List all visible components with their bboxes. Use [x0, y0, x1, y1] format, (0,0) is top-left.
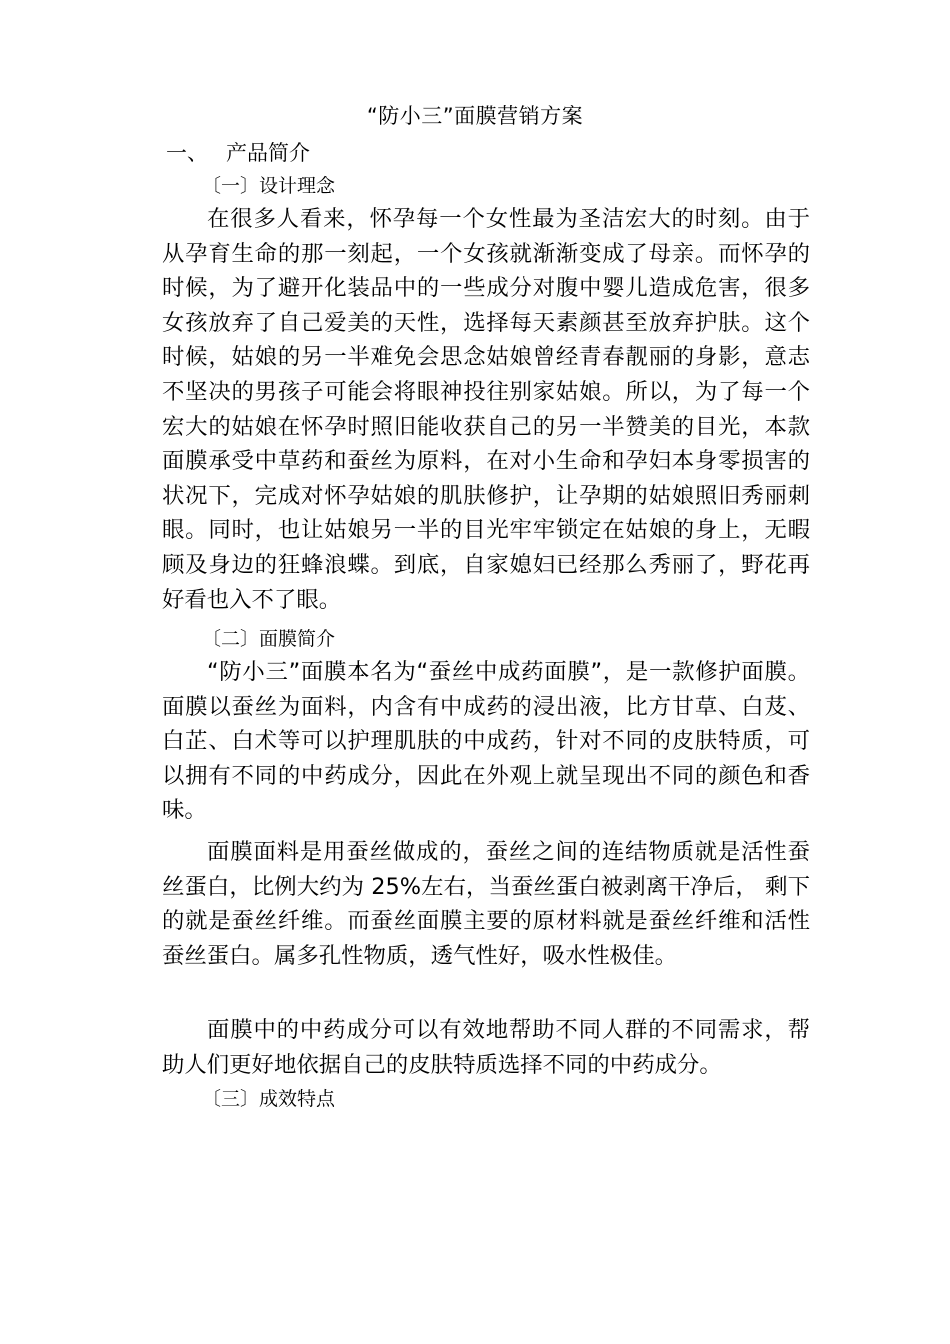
subheading-mask-intro: 〔二〕面膜简介: [202, 628, 336, 650]
section-title: 产品简介: [226, 141, 310, 165]
paragraph-design-concept: 在很多人看来，怀孕每一个女性最为圣洁宏大的时刻。由于从孕育生命的那一刻起，一个女孩就渐渐变成了母亲。而怀孕的时候，为了避开化装品中的一些成分对腹中婴儿造成危害，很多女孩放弃了自己爱美的天性，选择每天素颜甚至放弃护肤。这个时候，姑娘的另一半难免会思念姑娘曾经青春靓丽的身影，意志不坚决的男孩子可能会将眼神投往别家姑娘。所以，为了每一个宏大的姑娘在怀孕时照旧能收获自己的另一半赞美的目光，本款面膜承受中草药和蚕丝为原料，在对小生命和孕妇本身零损害的状况下，完成对怀孕姑娘的肌肤修护，让孕期的姑娘照旧秀丽刺眼。同时，也让姑娘另一半的目光牢牢锁定在姑娘的身上，无暇顾及身边的狂蜂浪蝶。到底，自家媳妇已经那么秀丽了，野花再好看也入不了眼。: [162, 206, 810, 613]
subheading-design-concept: 〔一〕设计理念: [202, 175, 336, 197]
paragraph-mask-intro-1: “防小三”面膜本名为“蚕丝中成药面膜”，是一款修护面膜。面膜以蚕丝为面料，内含有中成药的浸出液，比方甘草、白芨、白芷、白术等可以护理肌肤的中成药，针对不同的皮肤特质，可以拥有不同的中药成分，因此在外观上就呈现出不同的颜色和香味。: [162, 659, 810, 824]
section-number: 一、: [166, 141, 208, 165]
section-heading-product-intro: [166, 137, 310, 169]
paragraph-mask-intro-2: 面膜面料是用蚕丝做成的，蚕丝之间的连结物质就是活性蚕丝蛋白，比例大约为 25%左右，当蚕丝蛋白被剥离干净后， 剩下的就是蚕丝纤维。而蚕丝面膜主要的原材料就是蚕丝纤维和活性蚕丝蛋白。属多孔性物质，透气性好，吸水性极佳。: [162, 839, 810, 969]
subheading-effect-features: 〔三〕成效特点: [202, 1088, 336, 1110]
paragraph-mask-intro-3: 面膜中的中药成分可以有效地帮助不同人群的不同需求，帮助人们更好地依据自己的皮肤特质选择不同的中药成分。: [162, 1017, 810, 1078]
document-title: “防小三”面膜营销方案: [366, 104, 584, 128]
